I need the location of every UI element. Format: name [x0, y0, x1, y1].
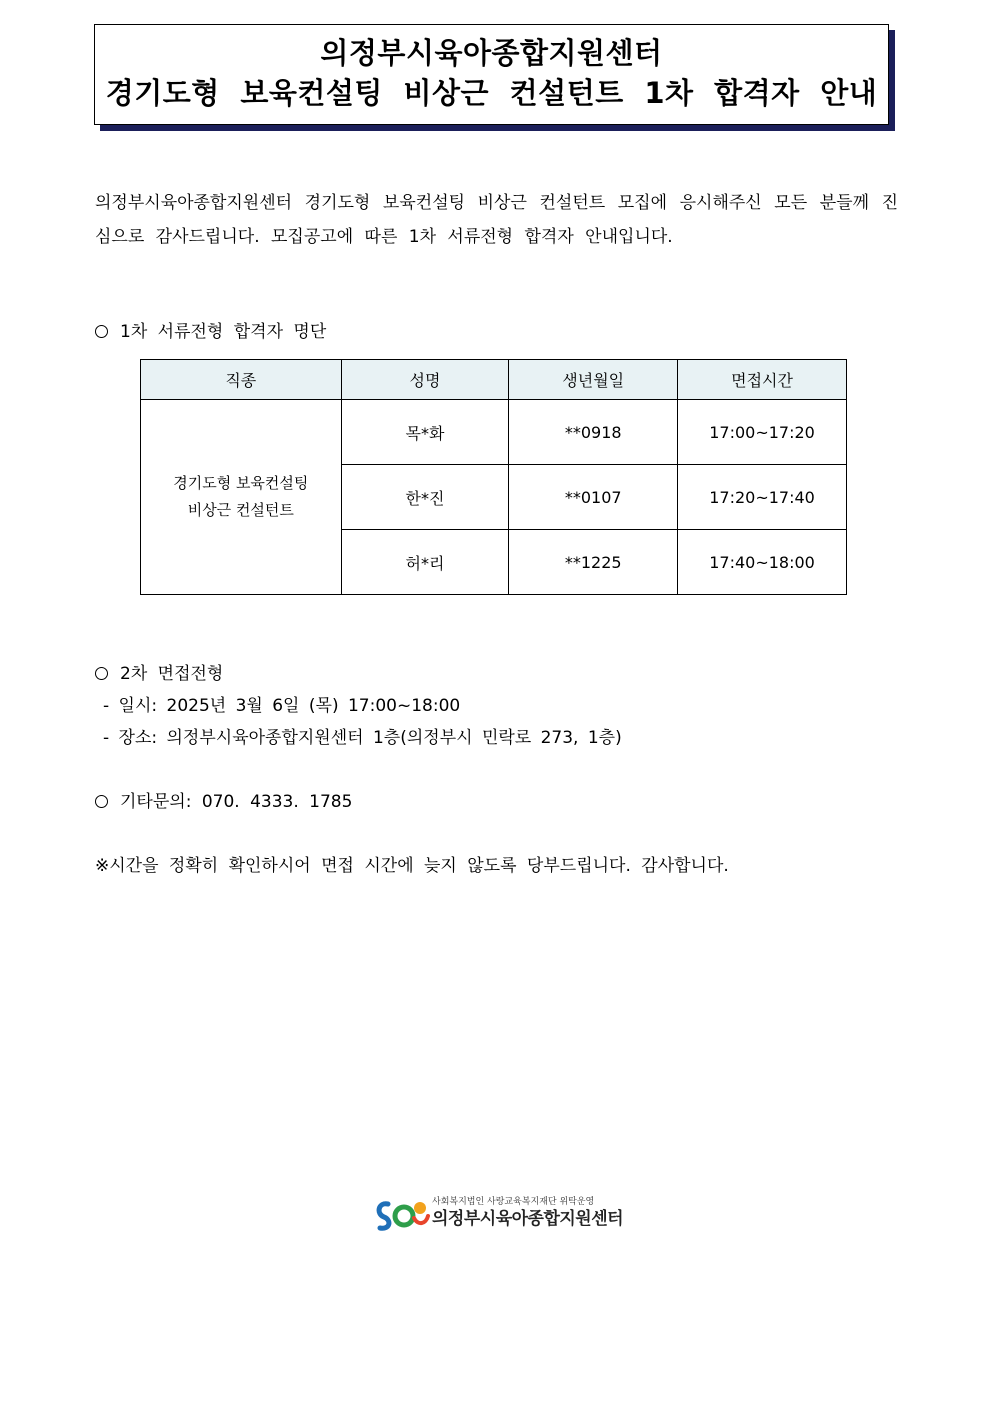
intro-paragraph: 의정부시육아종합지원센터 경기도형 보육컨설팅 비상근 컨설턴트 모집에 응시해주신 모든 분들께 진심으로 감사드립니다. 모집공고에 따른 1차 서류전형 합격자 안내입니다. [95, 193, 898, 247]
table-header-row [141, 360, 847, 400]
name-cell: 한*진 [341, 465, 509, 530]
logo-name: 의정부시육아종합지원센터 [432, 1209, 624, 1229]
section2-heading [95, 663, 223, 685]
title-box [94, 24, 889, 125]
col-header-name: 성명 [341, 360, 509, 400]
circle-bullet-icon [95, 667, 108, 680]
job-cell [141, 400, 342, 595]
time-cell: 17:00~17:20 [678, 400, 847, 465]
job-line-2: 비상근 컨설턴트 [187, 501, 294, 519]
interview-date-line: - 일시: 2025년 3월 6일 (목) 17:00~18:00 [103, 696, 461, 716]
contact-line [95, 791, 352, 813]
col-header-birth: 생년월일 [509, 360, 678, 400]
logo-mark-icon [374, 1198, 432, 1234]
title-line-2: 경기도형 보육컨설팅 비상근 컨설턴트 1차 합격자 안내 [105, 76, 878, 110]
section1-heading-text: 1차 서류전형 합격자 명단 [120, 322, 327, 342]
birth-cell: **0918 [509, 400, 678, 465]
name-cell: 허*리 [341, 530, 509, 595]
circle-bullet-icon [95, 325, 108, 338]
notice-line: ※시간을 정확히 확인하시어 면접 시간에 늦지 않도록 당부드립니다. 감사합니다. [95, 856, 729, 876]
section1-heading [95, 321, 326, 343]
birth-cell: **1225 [509, 530, 678, 595]
passer-table [140, 359, 847, 595]
center-logo [374, 1196, 638, 1236]
birth-cell: **0107 [509, 465, 678, 530]
col-header-job: 직종 [141, 360, 342, 400]
name-cell: 목*화 [341, 400, 509, 465]
col-header-time: 면접시간 [678, 360, 847, 400]
time-cell: 17:40~18:00 [678, 530, 847, 595]
table-row [141, 400, 847, 465]
time-cell: 17:20~17:40 [678, 465, 847, 530]
job-line-1: 경기도형 보육컨설팅 [173, 474, 309, 492]
interview-place-line: - 장소: 의정부시육아종합지원센터 1층(의정부시 민락로 273, 1층) [103, 728, 622, 748]
section2-heading-text: 2차 면접전형 [120, 664, 224, 684]
logo-subtitle: 사회복지법인 사랑교육복지재단 위탁운영 [432, 1197, 595, 1207]
circle-bullet-icon [95, 795, 108, 808]
title-line-1: 의정부시육아종합지원센터 [320, 36, 663, 70]
contact-text: 기타문의: 070. 4333. 1785 [120, 792, 353, 812]
